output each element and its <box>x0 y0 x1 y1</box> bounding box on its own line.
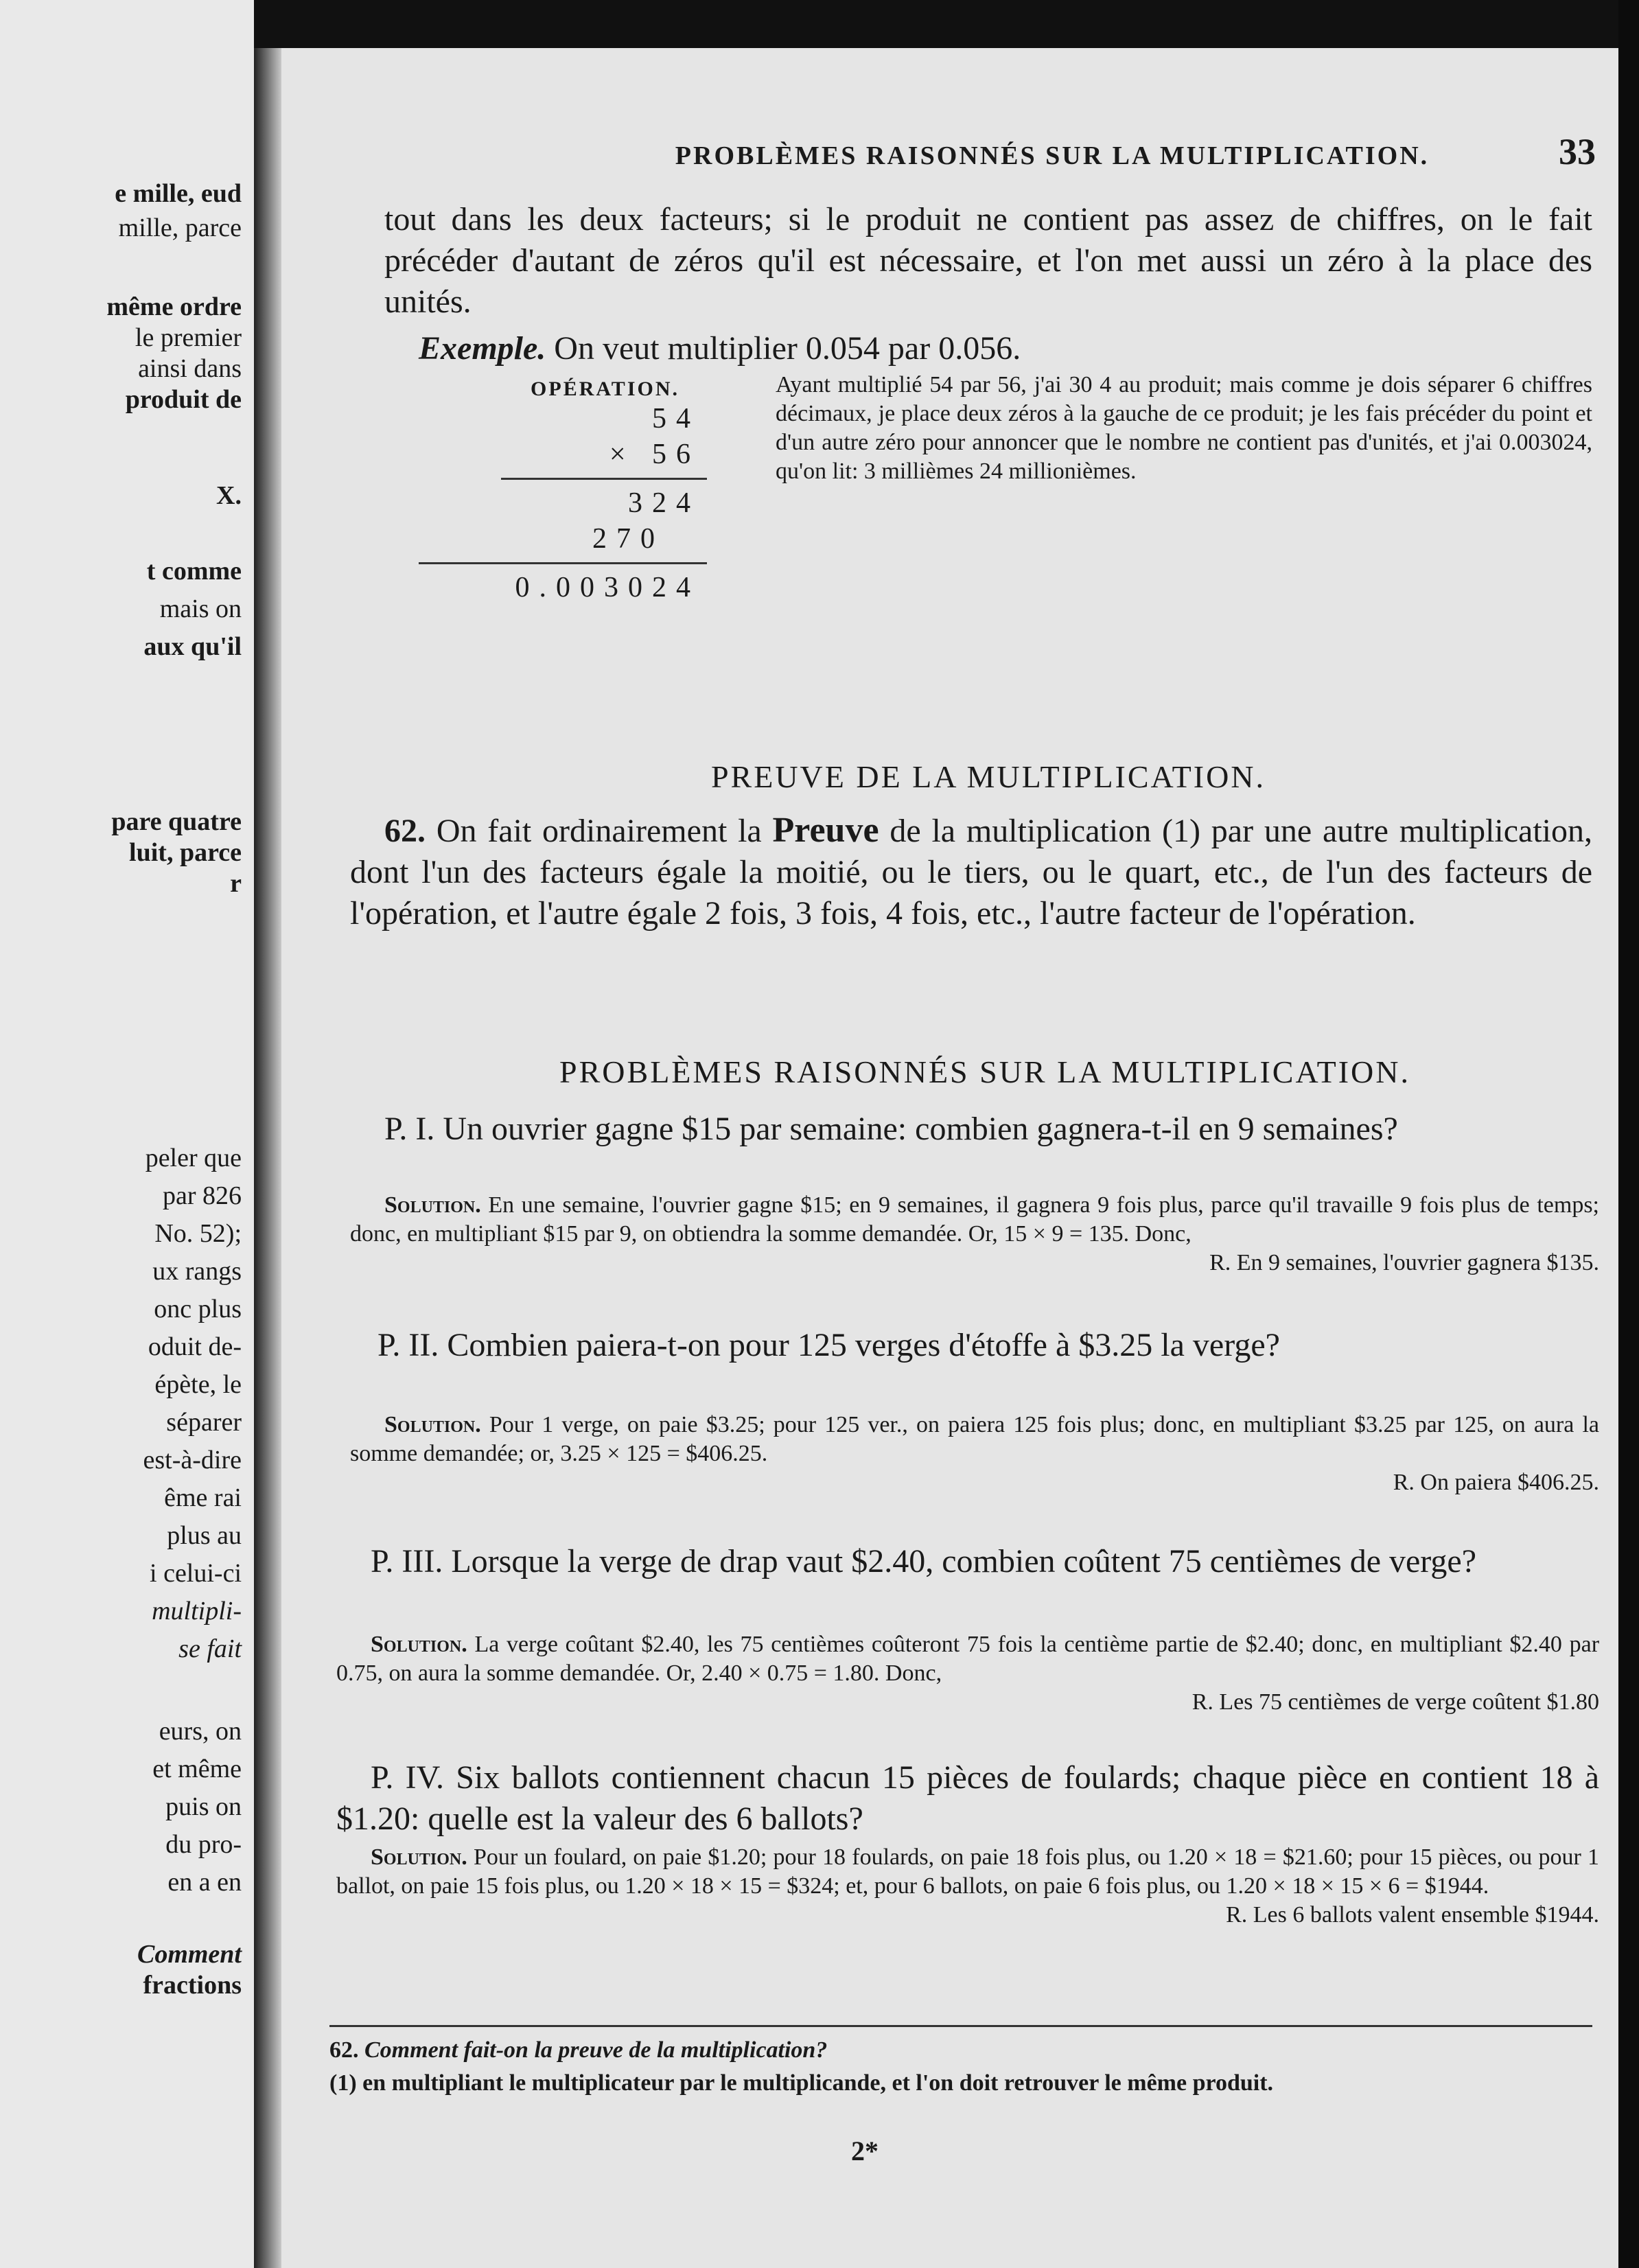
problem-3-solution <box>336 1630 1599 1717</box>
solution-body: Pour un foulard, on paie $1.20; pour 18 foulards, on paie 18 fois plus, ou 1.20 × 18 = $21.60; pour 15 pièces, ou pour 1 ballot, on paie 15 fois plus, ou 1.20 × 18 × 15 = $324; et, pour 6 ballots, on paie 6 fois plus, ou 1.20 × 18 × 15 × 6 = $1944. <box>336 1844 1599 1899</box>
problem-label: P. II. <box>377 1327 439 1363</box>
problem-4-question <box>336 1757 1599 1840</box>
problem-1-solution <box>350 1191 1599 1277</box>
left-page-line: par 826 <box>162 1181 242 1210</box>
left-facing-page <box>0 0 254 2268</box>
solution-body: Pour 1 verge, on paie $3.25; pour 125 ver., on paiera 125 fois plus; donc, en multipliant $3.25 par 125, on aura la somme demandée; or, 3.25 × 125 = $406.25. <box>350 1412 1600 1466</box>
problem-text: Combien paiera-t-on pour 125 verges d'étoffe à $3.25 la verge? <box>447 1327 1280 1363</box>
problem-text: Six ballots contiennent chacun 15 pièces de foulards; chaque pièce en contient 18 à $1.20: quelle est la valeur des 6 ballots? <box>336 1759 1599 1837</box>
left-page-line: puis on <box>165 1792 242 1821</box>
left-page-line: mais on <box>159 594 242 623</box>
left-page-line: et même <box>152 1755 242 1783</box>
left-page-line: onc plus <box>154 1295 242 1323</box>
operation-block <box>419 378 707 605</box>
book-gutter <box>254 48 281 2268</box>
problem-4-answer: R. Les 6 ballots valent ensemble $1944. <box>1226 1902 1599 1928</box>
solution-text <box>336 1630 1599 1688</box>
left-page-line: i celui-ci <box>150 1559 242 1588</box>
problem-4-solution <box>336 1843 1599 1930</box>
left-page-line: le premier <box>135 323 242 352</box>
operation-label: OPÉRATION. <box>531 378 679 400</box>
left-page-line: est-à-dire <box>143 1446 242 1474</box>
left-page-line: du pro- <box>165 1830 242 1859</box>
problem-label: P. IV. <box>371 1759 445 1796</box>
left-page-line: eurs, on <box>159 1717 242 1746</box>
footnote-marker: (1) <box>329 2070 357 2096</box>
footnote <box>329 2035 1592 2098</box>
operation-explanation: Ayant multiplié 54 par 56, j'ai 30 4 au produit; mais comme je dois séparer 6 chiffres décimaux, je place deux zéros à la gauche de ce produit; je les fais précéder du point et d'un autre zéro pour annoncer que le nombre ne contient pas d'unités, et j'ai 0.003024, qu'on lit: 3 millièmes 24 millionièmes. <box>776 372 1592 484</box>
footnote-note-text: en multipliant le multiplicateur par le multiplicande, et l'on doit retrouver le même produit. <box>362 2070 1274 2096</box>
preuve-text-before: On fait ordinairement la <box>436 813 762 849</box>
paragraph-62 <box>350 810 1592 934</box>
left-page-line: pare quatre <box>111 807 242 836</box>
left-page-line: ême rai <box>164 1483 242 1512</box>
op-result: 0.003024 <box>515 572 700 603</box>
footnote-question-number: 62. <box>329 2037 359 2063</box>
problemes-heading: PROBLÈMES RAISONNÉS SUR LA MULTIPLICATION. <box>559 1054 1410 1089</box>
right-page <box>281 48 1618 2268</box>
preuve-term: Preuve <box>772 811 879 850</box>
left-page-line: No. 52); <box>154 1219 242 1248</box>
left-page-line: même ordre <box>106 292 242 321</box>
op-multiplier: × 56 <box>609 439 700 470</box>
solution-text <box>336 1843 1599 1901</box>
left-page-line: en a en <box>167 1868 242 1897</box>
problem-1-answer: R. En 9 semaines, l'ouvrier gagnera $135. <box>1209 1250 1599 1275</box>
op-rule <box>501 478 707 480</box>
left-page-line: mille, parce <box>118 213 242 242</box>
footnote-note <box>329 2068 1592 2098</box>
solution-label: Solution. <box>384 1192 481 1218</box>
left-page-line: r <box>230 869 242 898</box>
problem-2-answer: R. On paiera $406.25. <box>1393 1470 1599 1495</box>
example-line <box>419 329 1585 367</box>
left-page-line: séparer <box>166 1408 242 1437</box>
example-label: Exemple. <box>419 330 546 367</box>
solution-text <box>350 1191 1599 1249</box>
solution-label: Solution. <box>371 1632 467 1657</box>
page-right-edge <box>1618 0 1639 2268</box>
problem-1-question <box>350 1109 1599 1150</box>
intro-paragraph: tout dans les deux facteurs; si le produit ne contient pas assez de chiffres, on le fait précéder d'autant de zéros qu'il est nécessaire, et l'on met aussi un zéro à la place des unités. <box>384 201 1592 320</box>
left-page-line: ainsi dans <box>138 354 242 383</box>
problem-label: P. III. <box>371 1543 443 1579</box>
problem-label: P. I. <box>384 1111 435 1147</box>
left-page-line: multipli- <box>152 1597 242 1625</box>
op-rule-final <box>419 562 707 564</box>
left-page-line: produit de <box>125 385 242 414</box>
left-page-line: X. <box>216 481 242 510</box>
footnote-rule <box>329 2025 1592 2027</box>
solution-body: En une semaine, l'ouvrier gagne $15; en 9 semaines, il gagnera 9 fois plus, parce qu'il travaille 9 fois plus de temps; donc, en multipliant $15 par 9, on obtiendra la somme demandée. Or, 15 × 9 = 135. Donc, <box>350 1192 1600 1247</box>
preuve-heading: PREUVE DE LA MULTIPLICATION. <box>710 759 1266 794</box>
problem-text: Un ouvrier gagne $15 par semaine: combien gagnera-t-il en 9 semaines? <box>443 1111 1398 1147</box>
left-page-line: Comment <box>137 1940 242 1969</box>
problem-2-question <box>343 1325 1599 1366</box>
left-page-line: épète, le <box>154 1370 242 1399</box>
problem-3-question <box>336 1541 1599 1582</box>
problem-3-answer: R. Les 75 centièmes de verge coûtent $1.80 <box>1192 1689 1599 1715</box>
left-page-line: luit, parce <box>129 838 242 867</box>
left-page-line: oduit de- <box>148 1332 242 1361</box>
page-number: 33 <box>1559 131 1596 172</box>
left-page-line: peler que <box>145 1144 242 1172</box>
signature-mark: 2* <box>851 2136 879 2166</box>
left-page-line: se fait <box>178 1634 242 1663</box>
paragraph-number: 62. <box>384 813 426 849</box>
solution-body: La verge coûtant $2.40, les 75 centièmes coûteront 75 fois la centième partie de $2.40; donc, en multipliant $2.40 par 0.75, on aura la somme demandée. Or, 2.40 × 0.75 = 1.80. Donc, <box>336 1632 1600 1686</box>
left-page-line: plus au <box>167 1521 242 1550</box>
footnote-question <box>329 2035 1592 2066</box>
left-page-line: ux rangs <box>152 1257 242 1286</box>
op-partial-1: 324 <box>628 487 700 519</box>
op-multiplicand: 54 <box>652 403 700 435</box>
op-partial-2: 270 <box>592 523 664 555</box>
problem-2-solution <box>350 1411 1599 1497</box>
problem-text: Lorsque la verge de drap vaut $2.40, combien coûtent 75 centièmes de verge? <box>451 1543 1477 1579</box>
example-text: On veut multiplier 0.054 par 0.056. <box>554 330 1021 367</box>
solution-label: Solution. <box>371 1844 467 1870</box>
left-page-line: fractions <box>143 1971 242 2000</box>
left-page-line: e mille, eud <box>115 179 242 208</box>
left-page-line: aux qu'il <box>143 632 242 661</box>
running-head: PROBLÈMES RAISONNÉS SUR LA MULTIPLICATION. <box>675 141 1430 170</box>
preuve-text-after: de la multiplication (1) par une autre multiplication, dont l'un des facteurs égale la moitié, ou le tiers, ou le quart, etc., de l'un des facteurs de l'opération, et l'autre égale 2 fois, 3 fois, 4 fois, etc., l'autre facteur de l'opération. <box>350 813 1593 931</box>
footnote-question-text: Comment fait-on la preuve de la multiplication? <box>364 2037 828 2063</box>
left-page-line: t comme <box>146 557 242 586</box>
solution-text <box>350 1411 1599 1468</box>
solution-label: Solution. <box>384 1412 481 1437</box>
